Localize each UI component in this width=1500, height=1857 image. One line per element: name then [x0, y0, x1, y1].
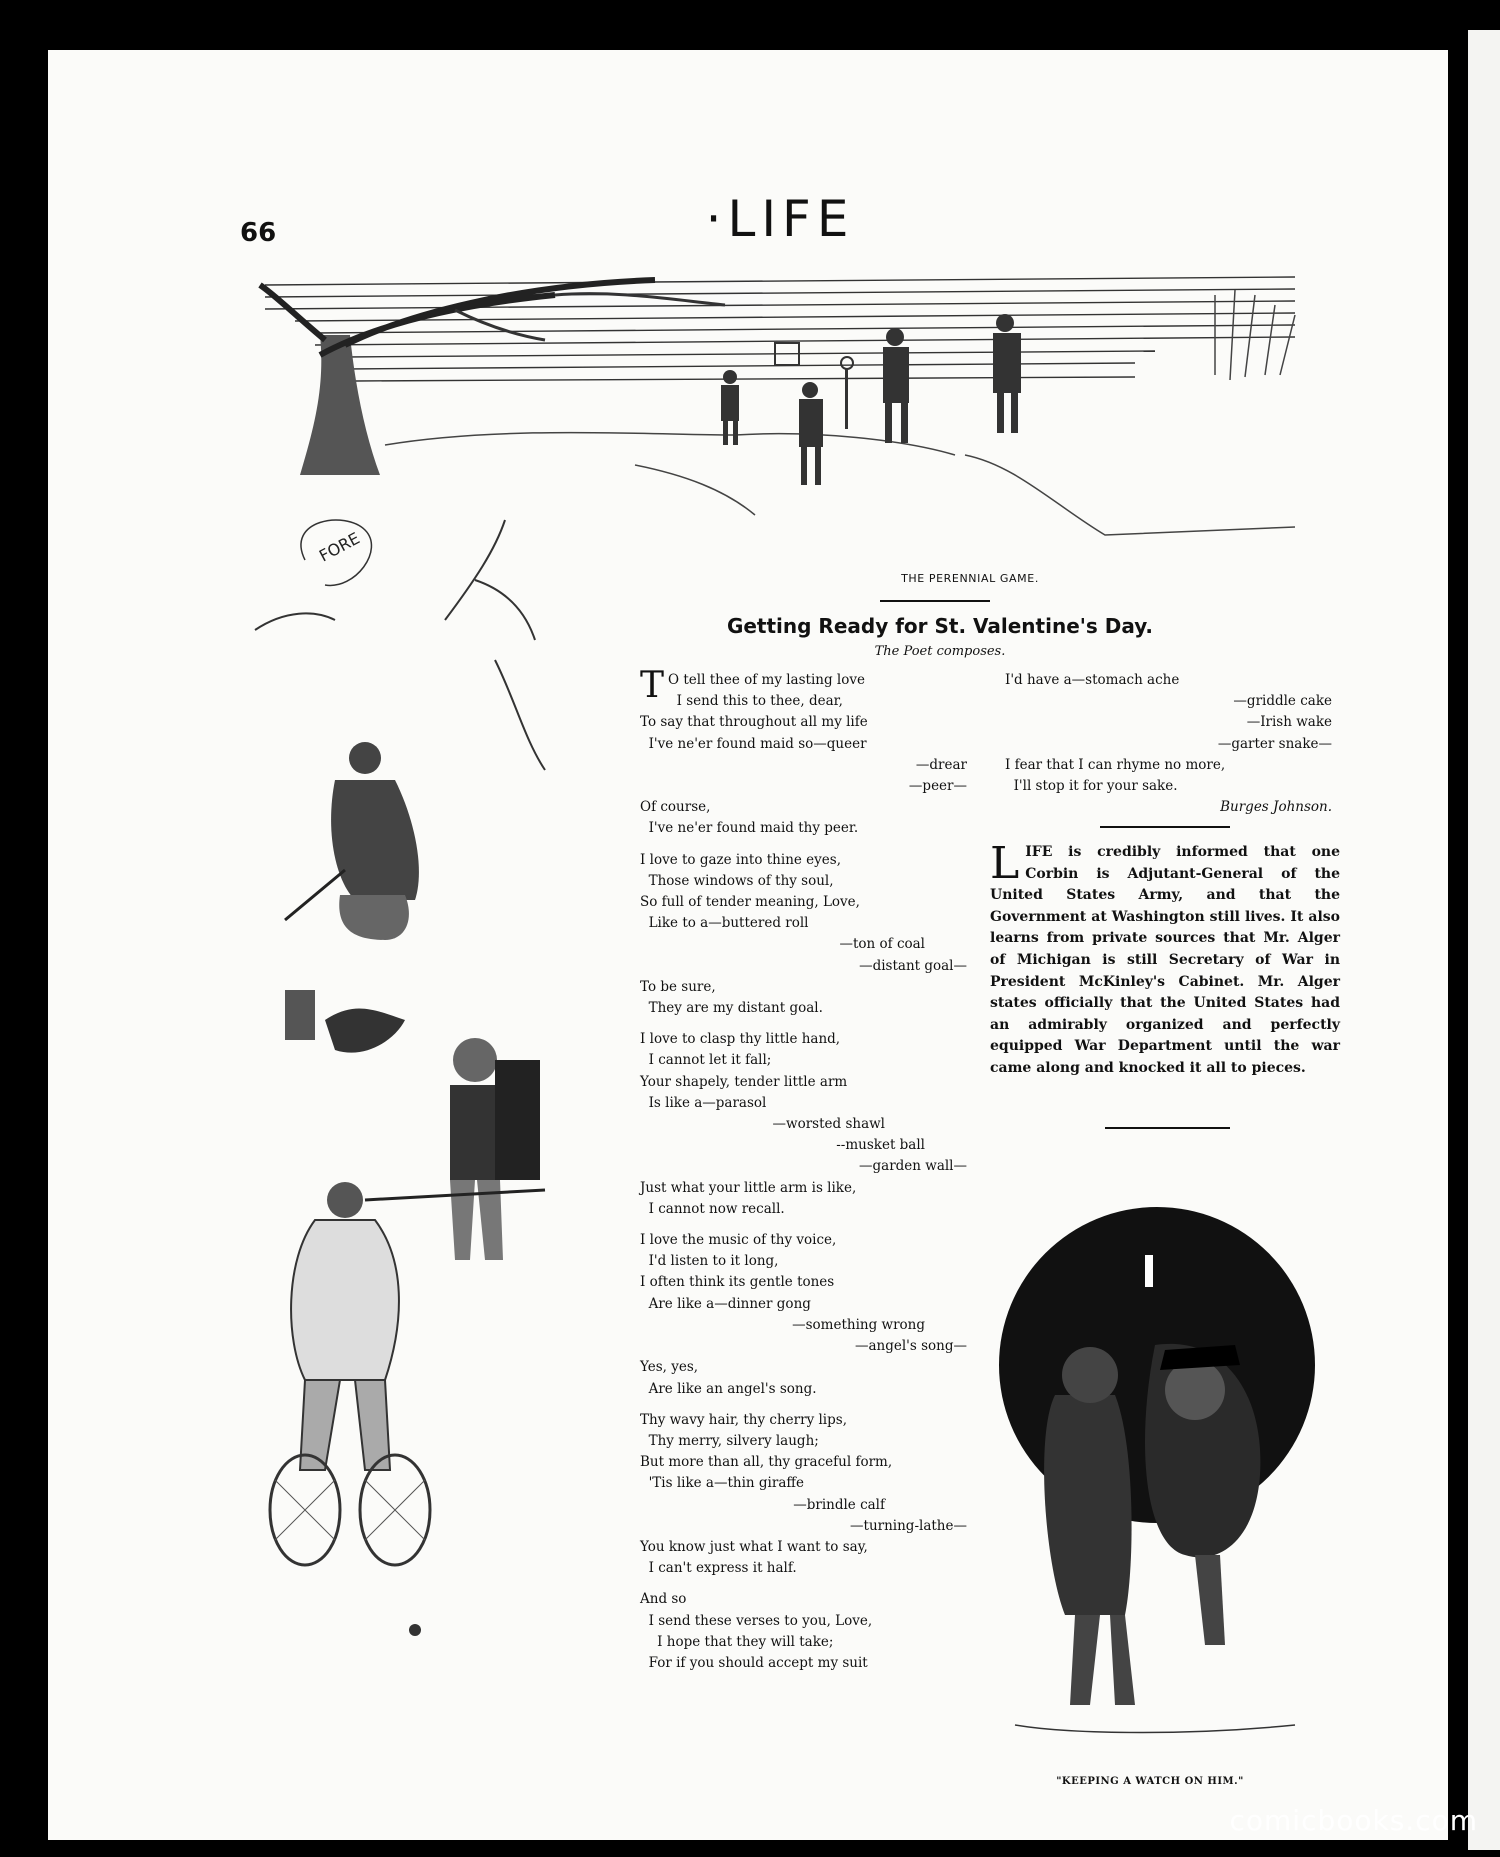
poem-line: —distant goal—: [859, 957, 967, 974]
poem-line: I'd listen to it long,: [640, 1253, 779, 1270]
poem-line: —brindle calf: [793, 1496, 885, 1513]
poem-line: —drear: [915, 756, 967, 773]
poem-line: I send these verses to you, Love,: [640, 1612, 873, 1629]
poem-line: I love the music of thy voice,: [640, 1232, 837, 1249]
watch-tower-mark: [1145, 1255, 1153, 1287]
poem-line: —Irish wake: [1246, 714, 1332, 731]
poem-line: Yes, yes,: [640, 1359, 699, 1376]
poem-end-rule: [1100, 826, 1230, 828]
poem-line: I cannot now recall.: [640, 1200, 785, 1217]
ground-line: [1015, 1725, 1295, 1733]
top-cartoon-caption: THE PERENNIAL GAME.: [901, 572, 1039, 585]
poem-author: Burges Johnson.: [1220, 799, 1332, 816]
poem-line: —angel's song—: [854, 1338, 967, 1355]
poem-line: —garter snake—: [1217, 735, 1332, 752]
page-number: 66: [240, 218, 277, 248]
masthead-title: ·LIFE: [705, 190, 855, 248]
bottom-cartoon-illustration: [995, 1145, 1320, 1765]
poem-line: I hope that they will take;: [640, 1633, 834, 1650]
poem-line: —worsted shawl: [772, 1116, 885, 1133]
golfer-on-snowshoes: [270, 1182, 545, 1565]
title-rule: [880, 600, 990, 602]
poem-line: So full of tender meaning, Love,: [640, 894, 860, 911]
caddie-with-stove: [450, 1038, 540, 1260]
poem-line: —garden wall—: [859, 1158, 967, 1175]
poem-line: I've ne'er found maid so—queer: [640, 735, 867, 752]
notice-text: IFE is credibly informed that one Corbin is Adjutant-General of the United States Army, and that the Government at Washington still lives. It also learns from private sources that Mr. Alger of Michigan is still Secretary of War in President McKinley's Cabinet. Mr. Alger states officially that the United States had an admirably organized and perfectly equipped War Department until the war came along and knocked it all to pieces.: [990, 844, 1340, 1076]
poem-line: I love to clasp thy little hand,: [640, 1031, 841, 1048]
poem-line: Are like an angel's song.: [640, 1380, 817, 1397]
poem-line: Thy wavy hair, thy cherry lips,: [640, 1411, 847, 1428]
poem-column-2: [1005, 670, 1340, 818]
poem-line: [640, 1400, 975, 1410]
drop-cap: T: [640, 665, 665, 706]
left-cartoon-illustration: [245, 500, 645, 1640]
poem-line: [640, 1220, 975, 1230]
golfer-in-snow: [285, 742, 419, 940]
poem-line: Like to a—buttered roll: [640, 915, 809, 932]
poem-line: But more than all, thy graceful form,: [640, 1454, 893, 1471]
poem-line: I send this to thee, dear,: [668, 693, 843, 710]
poem-line: I'd have a—stomach ache: [1005, 672, 1180, 688]
poem-line: I love to gaze into thine eyes,: [640, 851, 841, 868]
poem-line: I often think its gentle tones: [640, 1274, 835, 1291]
poem-line: [640, 1019, 975, 1029]
poem-line: --musket ball: [836, 1137, 925, 1154]
poem-line: —griddle cake: [1233, 693, 1332, 710]
poem-line: You know just what I want to say,: [640, 1538, 868, 1555]
small-ornament: [409, 1624, 421, 1636]
poem-subtitle: The Poet composes.: [874, 644, 1006, 659]
poem-line: [640, 1579, 975, 1589]
poem-line: Thy merry, silvery laugh;: [640, 1432, 819, 1449]
branches: [255, 520, 545, 770]
poem-line: —peer—: [908, 778, 967, 795]
poem-title: Getting Ready for St. Valentine's Day.: [726, 614, 1154, 638]
two-figures: [1044, 1344, 1260, 1705]
poem-line: They are my distant goal.: [640, 1000, 823, 1017]
poem-line: I fear that I can rhyme no more,: [1005, 756, 1226, 773]
poem-column-1: [640, 665, 975, 1674]
notice-paragraph: [990, 838, 1340, 1080]
adjacent-page-edge: [1468, 30, 1500, 1850]
notice-initial: L: [990, 838, 1020, 889]
poem-line: To say that throughout all my life: [640, 714, 868, 731]
poem-line: —turning-lathe—: [850, 1517, 967, 1534]
poem-line: Your shapely, tender little arm: [640, 1073, 848, 1090]
poem-line: —something wrong: [792, 1316, 925, 1333]
poem-line: [640, 840, 975, 850]
bottom-cartoon-caption: "KEEPING A WATCH ON HIM.": [1056, 1776, 1244, 1787]
poem-line: I've ne'er found maid thy peer.: [640, 820, 859, 837]
poem-line: 'Tis like a—thin giraffe: [640, 1475, 804, 1492]
poem-line: —ton of coal: [839, 936, 925, 953]
poem-line: I cannot let it fall;: [640, 1052, 772, 1069]
poem-line: Is like a—parasol: [640, 1094, 767, 1111]
poem-line: Just what your little arm is like,: [640, 1179, 857, 1196]
poem-line: O tell thee of my lasting love: [668, 672, 865, 688]
poem-line: Of course,: [640, 799, 711, 816]
poem-line: Are like a—dinner gong: [640, 1295, 811, 1312]
poem-line: To be sure,: [640, 978, 716, 995]
notice-end-rule: [1105, 1127, 1230, 1129]
poem-line: I can't express it half.: [640, 1560, 797, 1577]
poem-line: I'll stop it for your sake.: [1005, 778, 1178, 795]
golf-bag-and-scarf: [285, 990, 405, 1053]
poem-line: For if you should accept my suit: [640, 1654, 868, 1671]
fore-sign-text: FORE: [315, 528, 363, 566]
watermark: comicbooks.com: [1229, 1804, 1478, 1837]
poem-line: Those windows of thy soul,: [640, 872, 834, 889]
poem-line: And so: [640, 1591, 687, 1608]
